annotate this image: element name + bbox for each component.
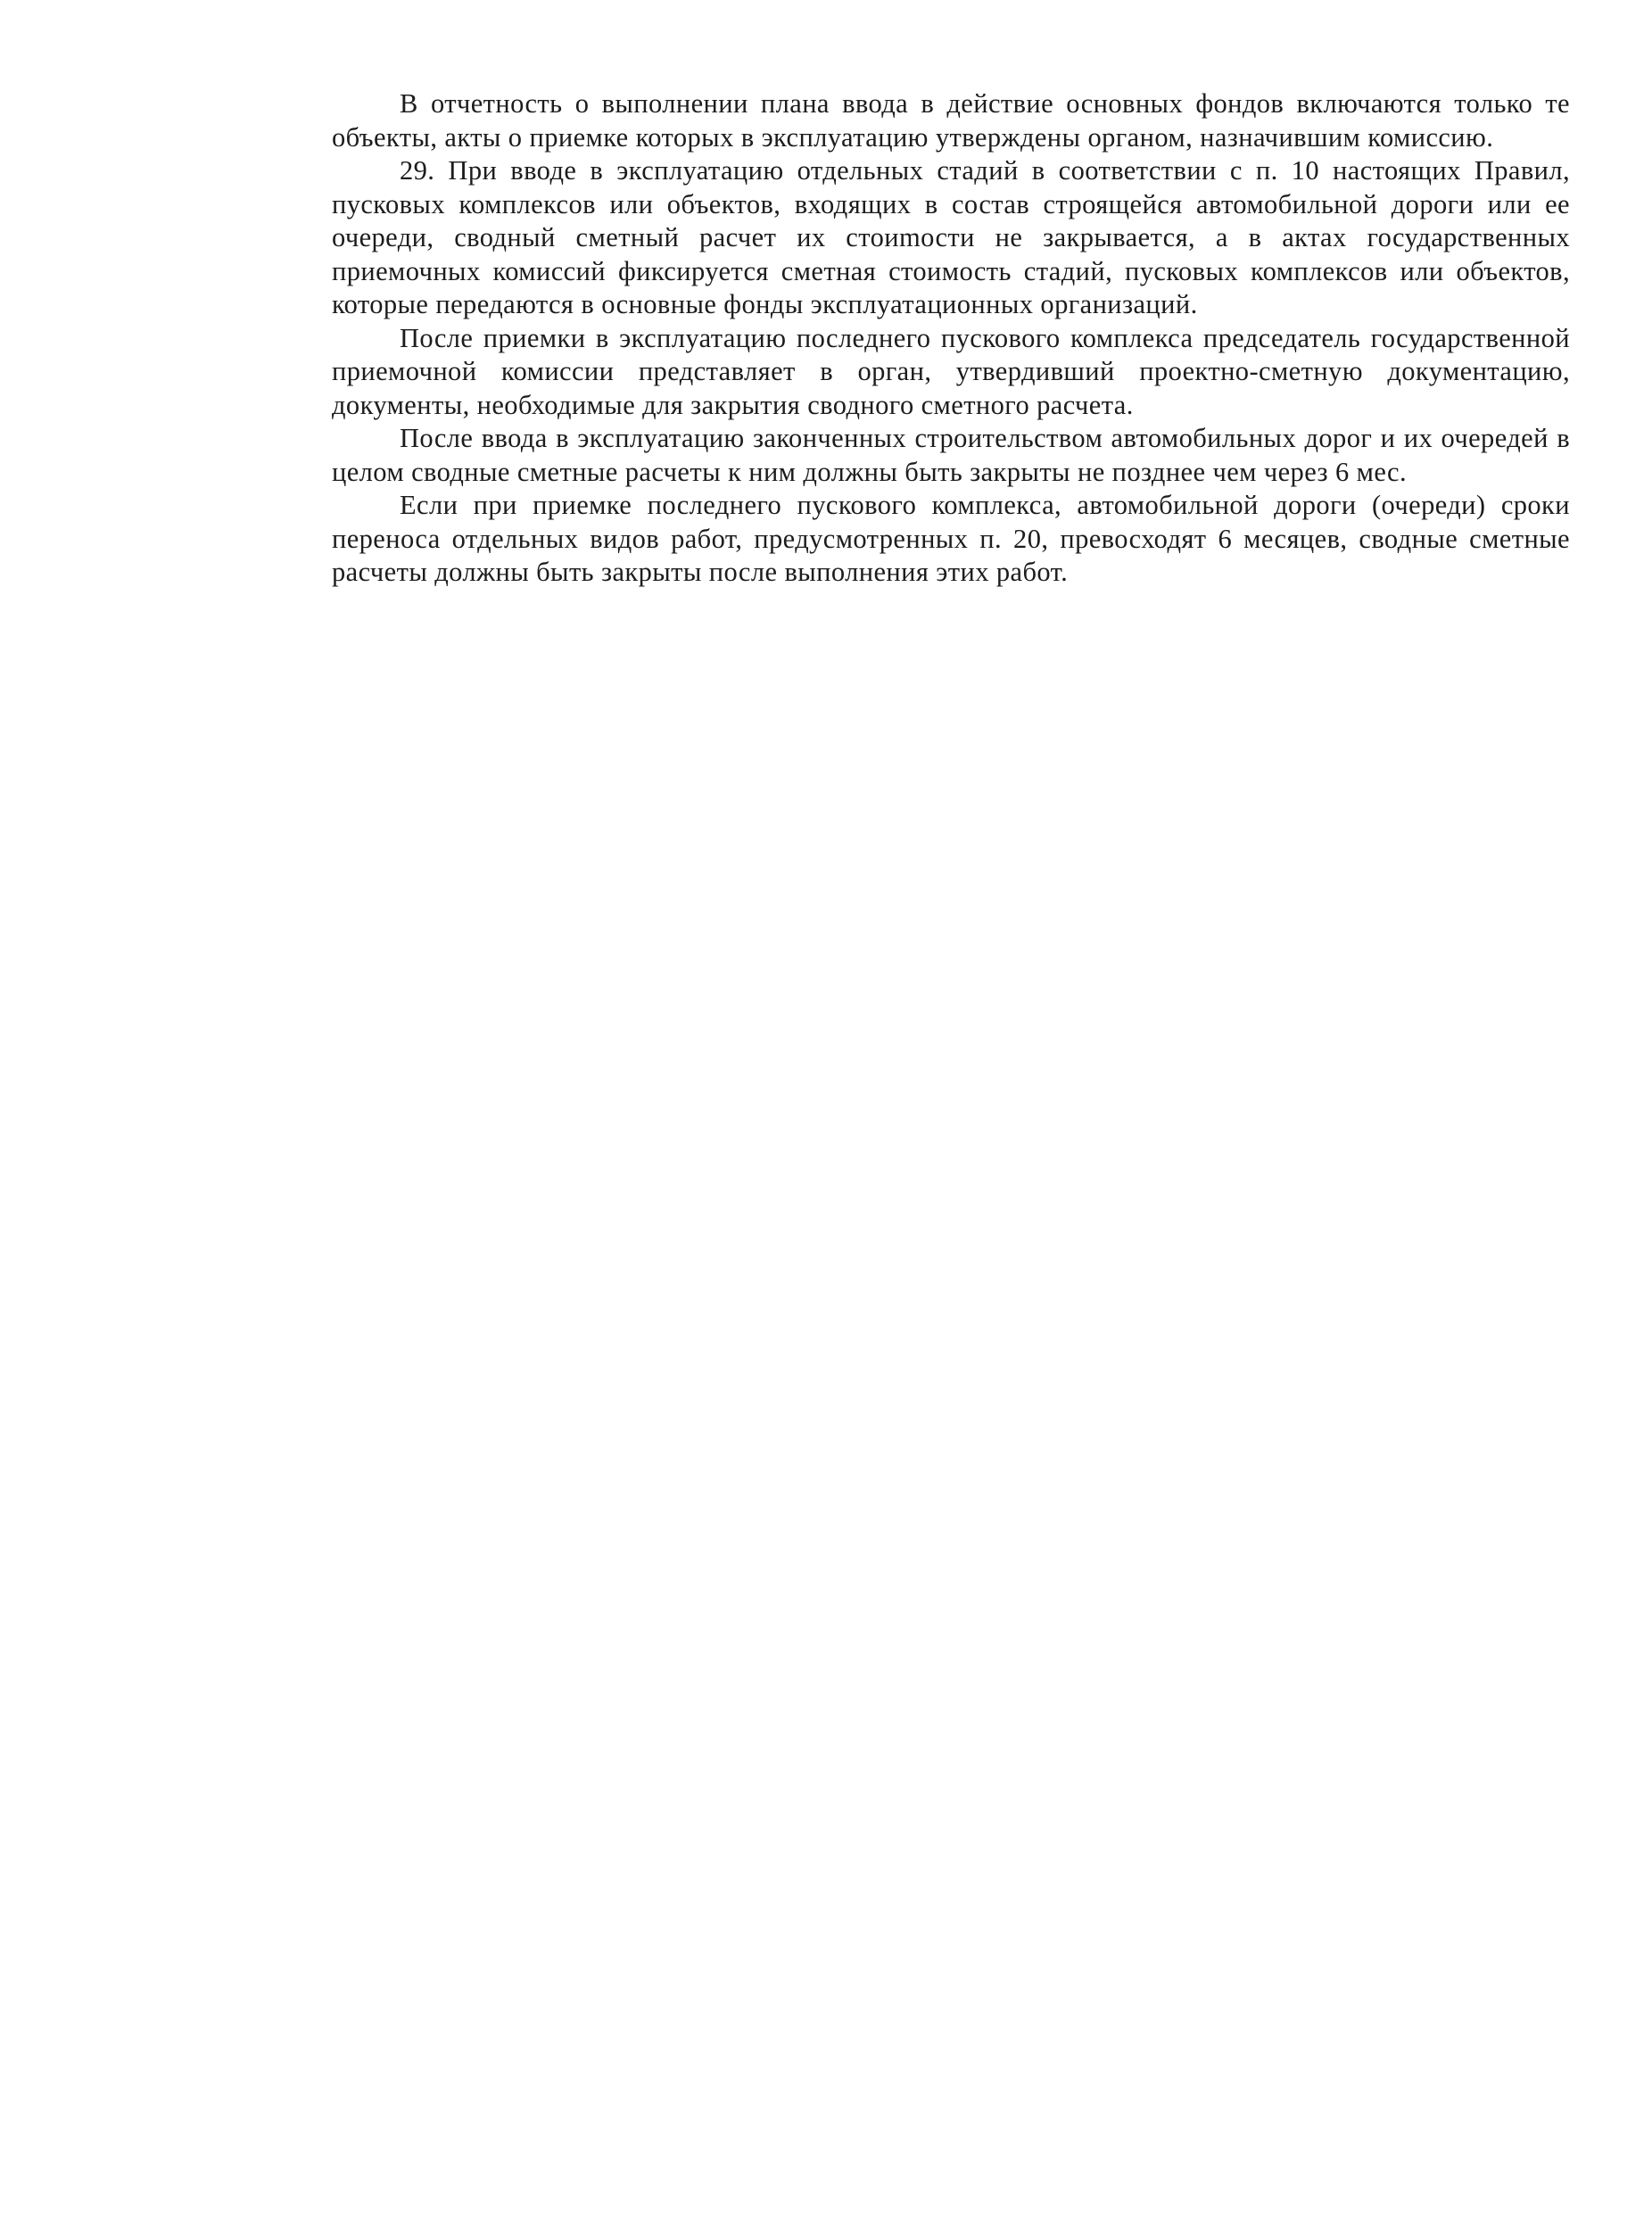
paragraph-clause-29: 29. При вводе в эксплуатацию отдельных стадий в соответствии с п. 10 настоящих Правил, пусковых комплексов или объектов, входящих в состав строящейся автомобильной дороги или ее очереди, сводный сметный расчет их стоиmости не закрывается, а в актах государственных приемочных комиссий фиксируется сметная стоимость стадий, пусковых комплексов или объектов, которые передаются в основные фонды эксплуатационных организаций. xyxy=(332,155,1570,319)
paragraph-postponed-works: Если при приемке последнего пускового комплекса, автомобильной дороги (очереди) сроки переноса отдельных видов работ, предусмотренных п. 20, превосходят 6 месяцев, сводные сметные расчеты должны быть закрыты после выполнения этих работ. xyxy=(332,490,1570,587)
body-text xyxy=(332,87,1570,590)
paragraph-last-complex: После приемки в эксплуатацию последнего пускового комплекса председатель государственной приемочной комиссии представляет в орган, утвердивший проектно-сметную документацию, документы, необходимые для закрытия сводного сметного расчета. xyxy=(332,322,1570,420)
paragraph-reporting: В отчетность о выполнении плана ввода в действие основных фондов включаются только те объекты, акты о приемке которых в эксплуатацию утверждены органом, назначившим комиссию. xyxy=(332,88,1570,153)
paragraph-completed-roads: После ввода в эксплуатацию законченных строительством автомобильных дорог и их очередей в целом сводные сметные расчеты к ним должны быть закрыты не позднее чем через 6 мес. xyxy=(332,423,1570,487)
